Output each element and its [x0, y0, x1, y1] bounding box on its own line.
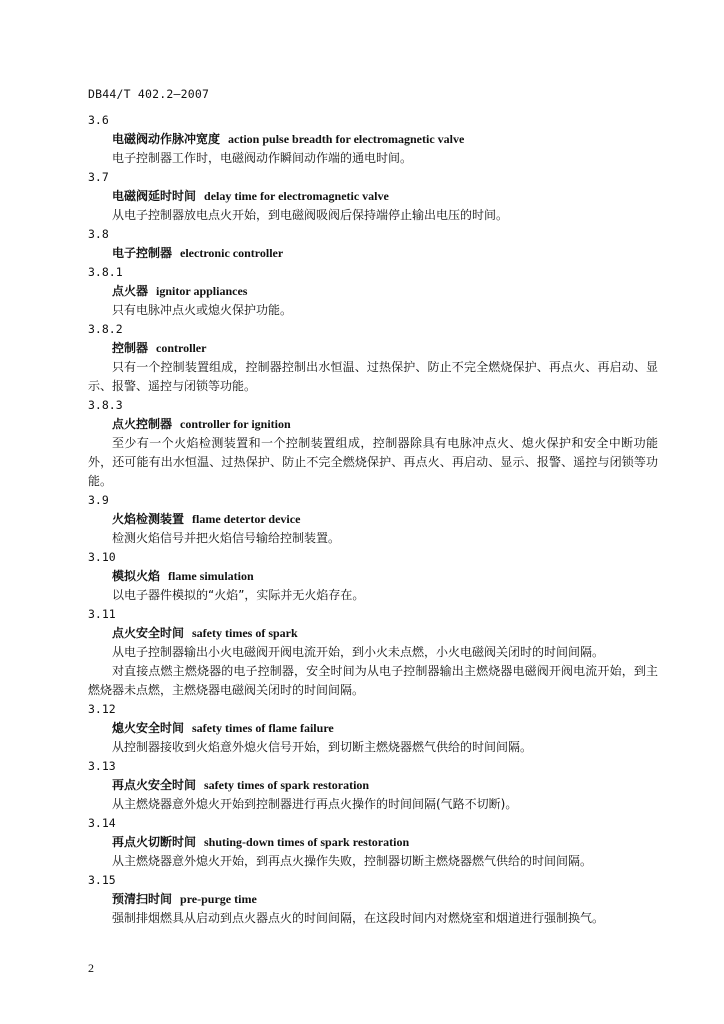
term-english: safety times of spark	[192, 626, 298, 640]
term-english: controller for ignition	[180, 417, 291, 431]
term-english: flame detertor device	[192, 512, 301, 526]
terms-list	[88, 111, 658, 928]
document-header: DB44/T 402.2—2007	[88, 87, 210, 101]
term-definition: 对直接点燃主燃烧器的电子控制器，安全时间为从电子控制器输出主燃烧器电磁阀开阀电流开始，到主燃烧器未点燃，主燃烧器电磁阀关闭时的时间间隔。	[88, 664, 658, 697]
term-chinese: 再点火安全时间	[112, 778, 197, 792]
term-title	[88, 187, 658, 206]
term-chinese: 电磁阀动作脉冲宽度	[112, 132, 221, 146]
term-definition: 从电子控制器输出小火电磁阀开阀电流开始，到小火未点燃，小火电磁阀关闭时的时间间隔。	[112, 645, 605, 659]
term-definition: 只有一个控制装置组成，控制器控制出水恒温、过热保护、防止不完全燃烧保护、再点火、再启动、显示、报警、遥控与闭锁等功能。	[88, 360, 658, 393]
term-title	[88, 339, 658, 358]
clause-number: 3.8.3	[88, 398, 123, 412]
clause-number: 3.8.2	[88, 322, 123, 336]
term-chinese: 预清扫时间	[112, 892, 173, 906]
page-number: 2	[88, 961, 94, 975]
term-chinese: 再点火切断时间	[112, 835, 197, 849]
term-title	[88, 624, 658, 643]
term-title	[88, 776, 658, 795]
term-definition: 以电子器件模拟的“火焰”，实际并无火焰存在。	[112, 588, 365, 602]
clause-number: 3.8	[88, 227, 109, 241]
term-definition: 只有电脉冲点火或熄火保护功能。	[112, 303, 293, 317]
term-title	[88, 890, 658, 909]
term-definition: 从控制器接收到火焰意外熄火信号开始，到切断主燃烧器燃气供给的时间间隔。	[112, 740, 533, 754]
clause-number: 3.6	[88, 113, 109, 127]
term-chinese: 电磁阀延时时间	[112, 189, 197, 203]
term-title	[88, 415, 658, 434]
term-definition: 强制排烟燃具从启动到点火器点火的时间间隔，在这段时间内对燃烧室和烟道进行强制换气。	[112, 911, 605, 925]
term-chinese: 控制器	[112, 341, 149, 355]
term-definition: 检测火焰信号并把火焰信号输给控制装置。	[112, 531, 341, 545]
clause-number: 3.13	[88, 759, 116, 773]
term-english: safety times of flame failure	[192, 721, 334, 735]
term-english: pre-purge time	[180, 892, 257, 906]
term-english: delay time for electromagnetic valve	[204, 189, 389, 203]
term-english: electronic controller	[180, 246, 284, 260]
term-definition: 电子控制器工作时，电磁阀动作瞬间动作端的通电时间。	[112, 151, 413, 165]
term-definition: 至少有一个火焰检测装置和一个控制装置组成，控制器除具有电脉冲点火、熄火保护和安全中断功能外，还可能有出水恒温、过热保护、防止不完全燃烧保护、再点火、再启动、显示、报警、遥控与闭锁等功能。	[88, 436, 658, 488]
term-english: ignitor appliances	[156, 284, 248, 298]
term-chinese: 熄火安全时间	[112, 721, 185, 735]
term-definition: 从主燃烧器意外熄火开始到控制器进行再点火操作的时间间隔(气路不切断)。	[112, 797, 518, 811]
term-chinese: 点火控制器	[112, 417, 173, 431]
term-english: flame simulation	[168, 569, 254, 583]
clause-number: 3.11	[88, 607, 116, 621]
clause-number: 3.12	[88, 702, 116, 716]
term-title	[88, 567, 658, 586]
clause-number: 3.8.1	[88, 265, 123, 279]
term-english: action pulse breadth for electromagnetic valve	[228, 132, 465, 146]
term-title	[88, 244, 658, 263]
clause-number: 3.10	[88, 550, 116, 564]
clause-number: 3.9	[88, 493, 109, 507]
clause-number: 3.14	[88, 816, 116, 830]
clause-number: 3.15	[88, 873, 116, 887]
term-definition: 从电子控制器放电点火开始，到电磁阀吸阀后保持端停止输出电压的时间。	[112, 208, 509, 222]
term-english: safety times of spark restoration	[204, 778, 370, 792]
term-chinese: 电子控制器	[112, 246, 173, 260]
clause-number: 3.7	[88, 170, 109, 184]
term-title	[88, 719, 658, 738]
term-definition: 从主燃烧器意外熄火开始，到再点火操作失败，控制器切断主燃烧器燃气供给的时间间隔。	[112, 854, 593, 868]
term-chinese: 火焰检测装置	[112, 512, 185, 526]
term-english: controller	[156, 341, 207, 355]
term-title	[88, 510, 658, 529]
term-title	[88, 833, 658, 852]
term-chinese: 点火器	[112, 284, 149, 298]
term-title	[88, 130, 658, 149]
term-chinese: 模拟火焰	[112, 569, 161, 583]
term-english: shuting-down times of spark restoration	[204, 835, 410, 849]
term-chinese: 点火安全时间	[112, 626, 185, 640]
term-title	[88, 282, 658, 301]
